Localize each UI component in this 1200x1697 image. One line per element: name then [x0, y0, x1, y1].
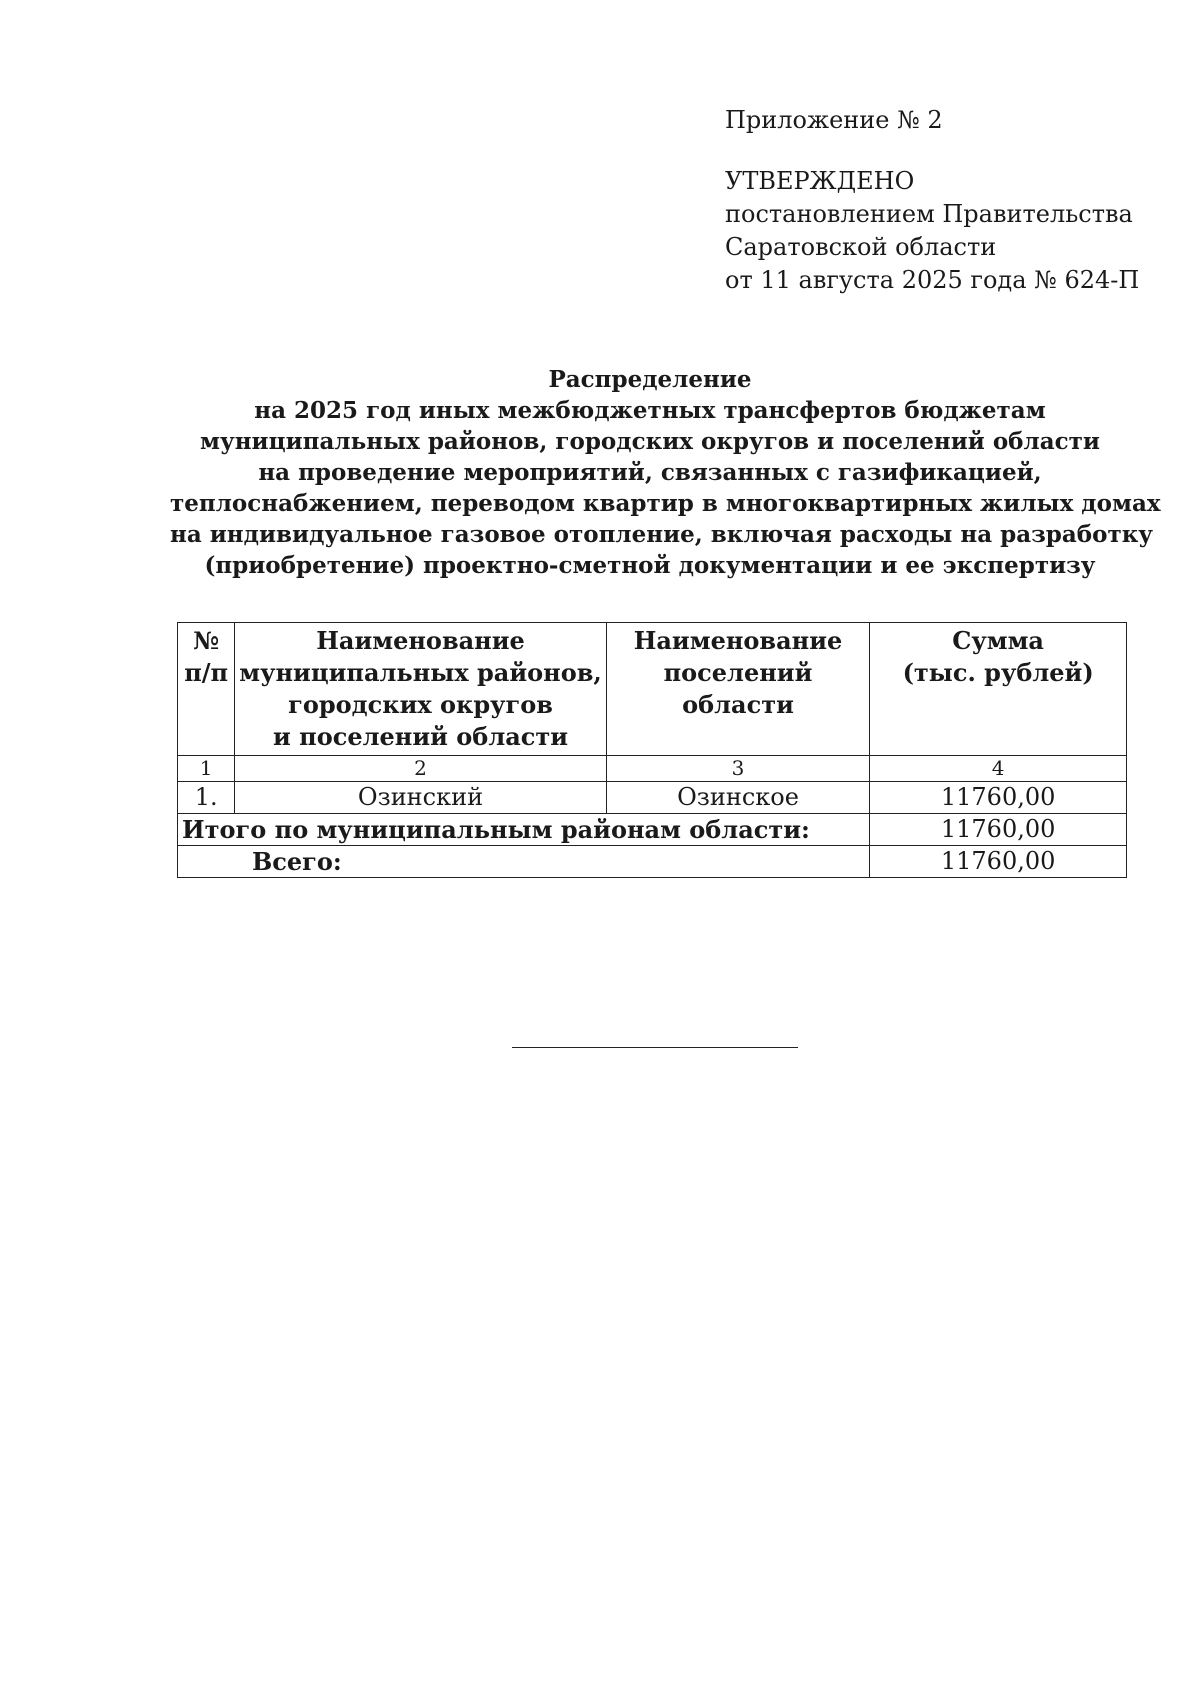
table-header-row: [178, 623, 1127, 756]
distribution-table: [177, 622, 1127, 878]
title-line-4: на проведение мероприятий, связанных с газификацией,: [258, 459, 1042, 486]
title-line-7: (приобретение) проектно-сметной документации и ее экспертизу: [204, 552, 1096, 579]
column-number-row: [178, 756, 1127, 782]
title-line-2: на 2025 год иных межбюджетных трансфертов бюджетам: [254, 397, 1046, 424]
approval-line-1: постановлением Правительства: [725, 200, 1133, 228]
title-line-1: Распределение: [548, 366, 752, 393]
header-settlement-line-2: поселений: [663, 658, 813, 687]
header-amount-line-1: Сумма: [952, 626, 1044, 655]
column-number-1: 1: [178, 756, 235, 782]
header-district-line-2: муниципальных районов,: [239, 658, 602, 687]
document-title: [170, 364, 1161, 581]
total-amount: 11760,00: [870, 846, 1127, 878]
header-num: [178, 623, 235, 756]
approval-line-3: от 11 августа 2025 года № 624-П: [725, 266, 1140, 294]
header-district-line-3: городских округов: [288, 690, 553, 719]
approval-line-2: Саратовской области: [725, 233, 997, 261]
header-num-line-1: №: [193, 626, 220, 655]
header-settlement: [606, 623, 869, 756]
row-num: 1.: [178, 782, 235, 814]
title-line-3: муниципальных районов, городских округов и поселений области: [200, 428, 1100, 455]
column-number-2: 2: [235, 756, 606, 782]
subtotal-row: [178, 814, 1127, 846]
end-divider: [512, 1047, 798, 1048]
table-row: [178, 782, 1127, 814]
subtotal-amount: 11760,00: [870, 814, 1127, 846]
row-settlement: Озинское: [606, 782, 869, 814]
column-number-4: 4: [870, 756, 1127, 782]
row-amount: 11760,00: [870, 782, 1127, 814]
header-district-line-1: Наименование: [316, 626, 525, 655]
header-num-line-2: п/п: [184, 658, 229, 687]
subtotal-label: Итого по муниципальным районам области:: [178, 814, 870, 846]
approved-stamp-text: УТВЕРЖДЕНО: [725, 167, 915, 195]
title-line-6: на индивидуальное газовое отопление, включая расходы на разработку: [170, 521, 1154, 548]
header-amount: [870, 623, 1127, 756]
row-district: Озинский: [235, 782, 606, 814]
header-settlement-line-1: Наименование: [633, 626, 843, 655]
title-line-5: теплоснабжением, переводом квартир в многоквартирных жилых домах: [170, 490, 1161, 517]
approval-block: [725, 104, 1139, 297]
column-number-3: 3: [606, 756, 869, 782]
header-district: [235, 623, 606, 756]
header-amount-line-2: (тыс. рублей): [902, 658, 1094, 687]
appendix-label: Приложение № 2: [725, 106, 943, 134]
header-district-line-4: и поселений области: [272, 722, 569, 751]
header-settlement-line-3: области: [682, 690, 794, 719]
total-label: Всего:: [178, 846, 870, 878]
total-row: [178, 846, 1127, 878]
